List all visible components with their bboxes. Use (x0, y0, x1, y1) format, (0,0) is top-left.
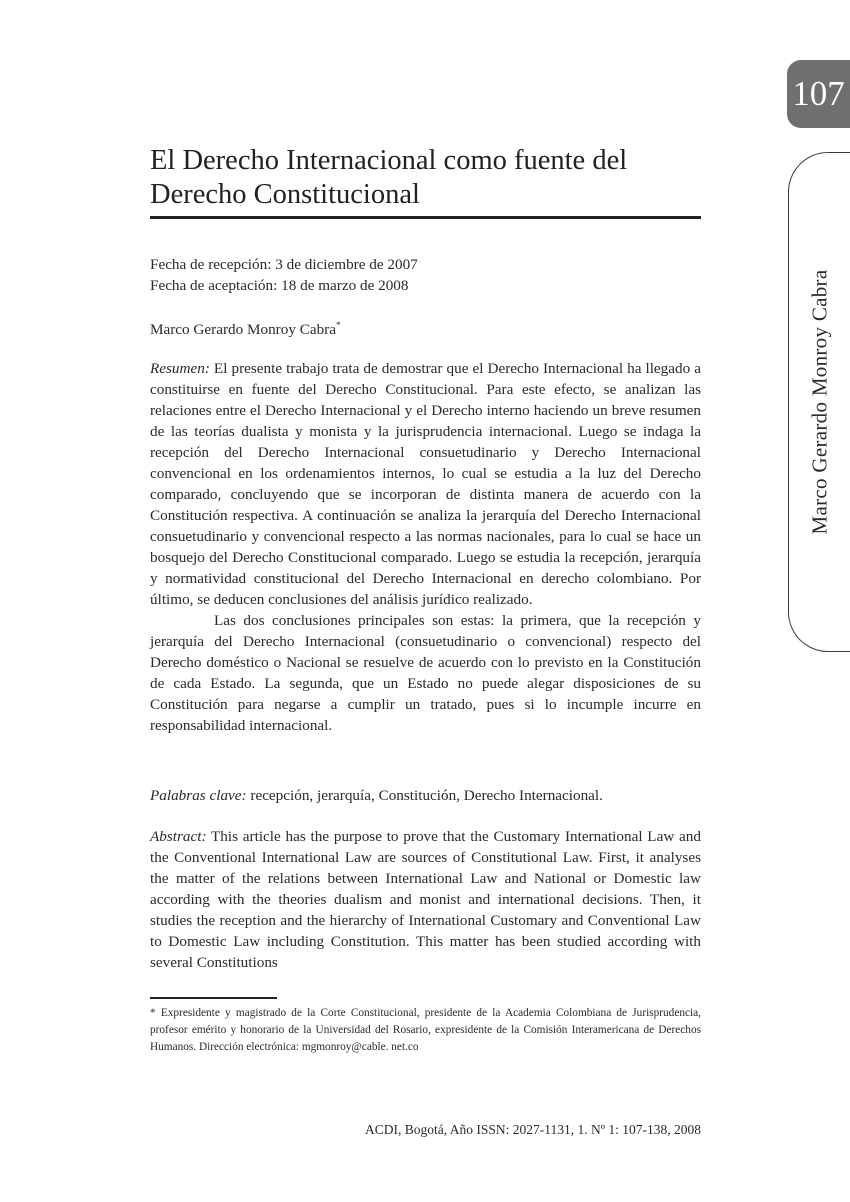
page-number: 107 (792, 74, 845, 113)
abstract-section (150, 826, 701, 973)
article-title-line-2: Derecho Constitucional (150, 179, 420, 210)
article-title (150, 144, 710, 212)
keywords-label: Palabras clave: (150, 787, 247, 804)
author-side-tab (788, 152, 850, 652)
author-name: Marco Gerardo Monroy Cabra (150, 321, 336, 339)
author-footnote: * Expresidente y magistrado de la Corte Constitucional, presidente de la Academia Colombiana de Jurisprudencia, profesor emérito y honorario de la Universidad del Rosario, expresidente de la Comisión Interamericana de Derechos Humanos. Dirección electrónica: mgmonroy@cable. net.co (150, 1007, 701, 1053)
resumen-section (150, 358, 701, 736)
article-title-line-1: El Derecho Internacional como fuente del (150, 145, 628, 176)
footnote-rule (150, 997, 277, 999)
keywords-section (150, 785, 701, 806)
journal-citation-footer: ACDI, Bogotá, Año ISSN: 2027-1131, 1. Nº 1: 107-138, 2008 (365, 1122, 701, 1137)
author-footnote-marker: * (335, 320, 341, 330)
keywords-text: recepción, jerarquía, Constitución, Derecho Internacional. (246, 787, 603, 804)
author-side-tab-label: Marco Gerardo Monroy Cabra (807, 269, 831, 535)
title-rule (150, 216, 701, 219)
abstract-text: This article has the purpose to prove that the Customary International Law and the Conventional International Law are sources of Constitutional Law. First, it analyses the matter of the relations between International Law and National or Domestic law according with the theories dualism and monist and international decisions. Then, it studies the reception and the hierarchy of International Customary and Conventional Law to Domestic Law including Constitution. This matter has been studied according with several Constitutions (150, 828, 701, 971)
resumen-paragraph-2: Las dos conclusiones principales son estas: la primera, que la recepción y jerarquía del Derecho Internacional (consuetudinario o convencional) respecto del Derecho doméstico o Nacional se resuelve de acuerdo con lo previsto en la Constitución de cada Estado. La segunda, que un Estado no puede alegar disposiciones de su Constitución para negarse a cumplir un tratado, pues si lo incumple incurre en responsabilidad internacional. (150, 612, 701, 734)
abstract-label: Abstract: (150, 828, 207, 845)
accepted-date: Fecha de aceptación: 18 de marzo de 2008 (150, 277, 409, 294)
resumen-paragraph-1 (150, 358, 701, 610)
article-author (150, 315, 701, 340)
resumen-label: Resumen: (150, 360, 210, 377)
received-date: Fecha de recepción: 3 de diciembre de 2007 (150, 256, 418, 273)
article-dates (150, 254, 701, 296)
resumen-text-1: El presente trabajo trata de demostrar que el Derecho Internacional ha llegado a constituirse en fuente del Derecho Constitucional. Para este efecto, se analizan las relaciones entre el Derecho Internacional y el Derecho interno haciendo un breve resumen de las teorías dualista y monista y la jurisprudencia internacional. Luego se indaga la recepción del Derecho Internacional consuetudinario y Derecho Internacional convencional en los ordenamientos internos, lo cual se estudia a la luz del Derecho comparado, concluyendo que se incorporan de distinta manera de acuerdo con la Constitución respectiva. A continuación se analiza la jerarquía del Derecho Internacional consuetudinario y convencional respecto a las normas nacionales, para lo cual se hace un bosquejo del Derecho Constitucional comparado. Luego se estudia la recepción, jerarquía y normatividad constitucional del Derecho Internacional en derecho colombiano. Por último, se deducen conclusiones del análisis jurídico realizado. (150, 360, 701, 608)
page-number-tab (787, 60, 850, 128)
